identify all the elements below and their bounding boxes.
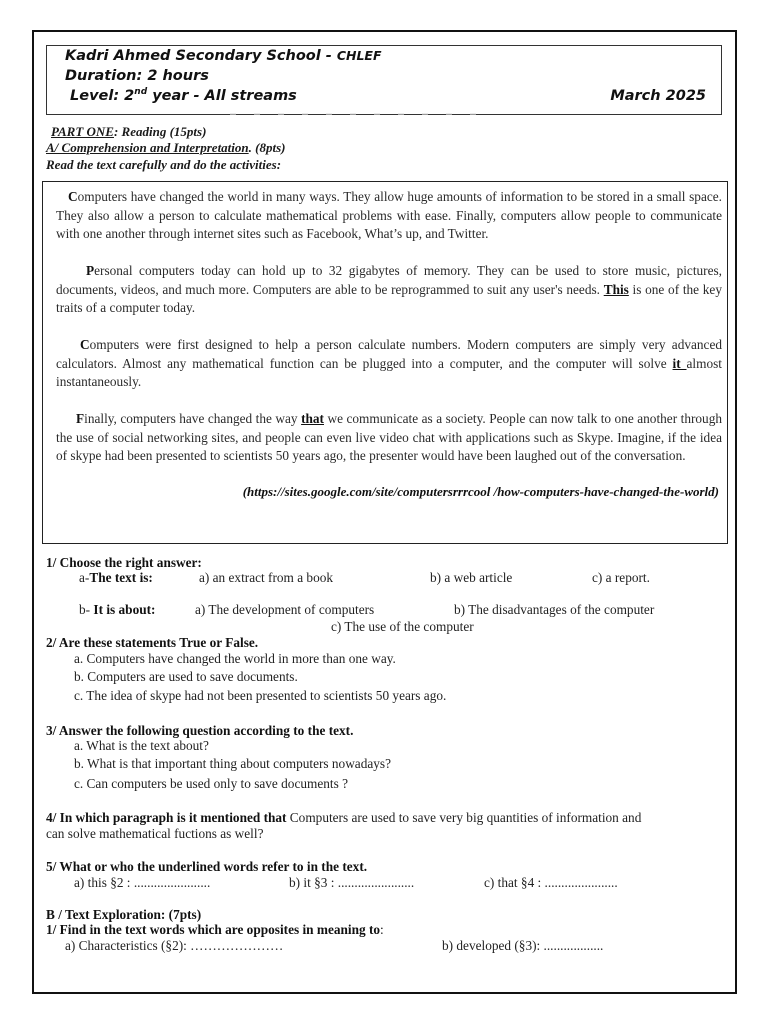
p3-initial: C: [80, 337, 90, 352]
p4-body: we communicate as a society. People can now talk to one another through the use of social networking sites, and people can even live video chat with applications such as Skype. Imagine, if the idea of skype had been presented to scientists 50 years ago, the presenter would have been laughed out of the conversation.: [56, 411, 722, 463]
paragraph-4: [56, 410, 722, 466]
reading-text-box: [42, 181, 728, 544]
q5-item-a: a) this §2 : .......................: [74, 875, 211, 890]
level-prefix: Level: 2: [70, 88, 135, 104]
section-b-title: B / Text Exploration: (7pts): [46, 907, 202, 922]
part-one-heading: [51, 124, 206, 139]
q4-title: 4/ In which paragraph is it mentioned that: [46, 810, 287, 825]
q5-item-c: c) that §4 : ......................: [484, 875, 618, 890]
level-sup: nd: [134, 87, 148, 97]
section-b-q1-title: 1/ Find in the text words which are opposites in meaning to: [46, 922, 381, 937]
q2-item-a: a. Computers have changed the world in more than one way.: [74, 651, 396, 666]
school-label: Kadri Ahmed Secondary School -: [65, 48, 337, 64]
p4-start: inally, computers have changed the way: [84, 411, 302, 426]
q5-title: 5/ What or who the underlined words refer to in the text.: [46, 859, 368, 874]
paragraph-1: [56, 188, 722, 244]
q1a-prefix: a-: [79, 570, 90, 585]
q1b-label: [79, 602, 155, 618]
underlined-it: it: [672, 355, 687, 371]
p1-body: omputers have changed the world in many ways. They allow huge amounts of information to be stored in a small space. They also allow a person to calculate mathematical problems with ease. Finally, computers allow people to communicate with one another through internet sites such as Facebook, What’s up, and Twitter.: [56, 189, 722, 241]
q4-line-1: [46, 810, 641, 826]
section-b-item-b: b) developed (§3): ..................: [442, 938, 604, 953]
q1a-option-a[interactable]: a) an extract from a book: [199, 570, 334, 585]
text-source: (https://sites.google.com/site/computersrrrcool /how-computers-have-changed-the-world): [242, 484, 719, 499]
q1a-option-b[interactable]: b) a web article: [430, 570, 513, 585]
reading-instruction: Read the text carefully and do the activities:: [46, 157, 282, 172]
q4-line-2: can solve mathematical fuctions as well?: [46, 826, 264, 841]
q2-title: 2/ Are these statements True or False.: [46, 635, 259, 650]
p1-initial: C: [68, 189, 78, 204]
p3-end: almost instantaneously.: [56, 355, 722, 389]
section-b-q1: [46, 922, 384, 938]
scan-artifact: [230, 113, 490, 115]
q2-item-b: b. Computers are used to save documents.: [74, 669, 298, 684]
q1-title: 1/ Choose the right answer:: [46, 555, 202, 570]
p3-body: omputers were first designed to help a person calculate numbers. Modern computers are simply very advanced calculators. Almost any mathematical function can be plugged into a computer, and the computer will solve: [56, 337, 722, 371]
q3-item-a: a. What is the text about?: [74, 738, 209, 753]
exam-level: [70, 88, 297, 104]
school-city: CHLEF: [336, 48, 382, 63]
paragraph-2: [56, 262, 722, 318]
q1a-stem: The text is:: [89, 570, 153, 585]
p4-initial: F: [76, 411, 85, 426]
paragraph-3: [56, 336, 722, 392]
q5-item-b: b) it §3 : .......................: [289, 875, 415, 890]
q1b-option-a[interactable]: a) The development of computers: [195, 602, 375, 617]
q1a-label: [79, 570, 153, 586]
section-a-heading: [46, 140, 285, 155]
exam-date: March 2025: [610, 88, 706, 104]
q1b-stem: It is about:: [93, 602, 156, 617]
q2-item-c: c. The idea of skype had not been presented to scientists 50 years ago.: [74, 688, 447, 703]
p2-body: ersonal computers today can hold up to 32 gigabytes of memory. They can be used to store music, pictures, documents, videos, and much more. Computers are able to be reprogrammed to suit any user's needs.: [56, 263, 722, 297]
level-suffix: year - All streams: [147, 88, 297, 104]
p2-end: is one of the key traits of a computer today.: [56, 281, 722, 315]
section-a-points: . (8pts): [248, 140, 286, 155]
q3-title: 3/ Answer the following question according to the text.: [46, 723, 354, 738]
exam-header: [46, 45, 722, 115]
exam-duration: Duration: 2 hours: [65, 68, 209, 84]
q1b-option-c[interactable]: c) The use of the computer: [331, 619, 474, 634]
q3-item-c: c. Can computers be used only to save documents ?: [74, 776, 348, 791]
p2-initial: P: [86, 263, 95, 278]
q3-item-b: b. What is that important thing about computers nowadays?: [74, 756, 391, 771]
underlined-that: that: [301, 411, 324, 426]
school-name: [65, 48, 382, 64]
part-one-title: PART ONE: [51, 124, 114, 139]
section-a-title: A/ Comprehension and Interpretation: [46, 140, 249, 155]
q1b-prefix: b-: [79, 602, 94, 617]
underlined-this: This: [603, 281, 629, 297]
section-b-q1-colon: :: [380, 922, 384, 937]
part-one-subtitle: : Reading (15pts): [113, 124, 207, 139]
section-b-item-a: a) Characteristics (§2): …………………: [65, 938, 284, 953]
q4-body-1: Computers are used to save very big quantities of information and: [286, 810, 642, 825]
q1b-option-b[interactable]: b) The disadvantages of the computer: [454, 602, 655, 617]
q1a-option-c[interactable]: c) a report.: [592, 570, 650, 585]
